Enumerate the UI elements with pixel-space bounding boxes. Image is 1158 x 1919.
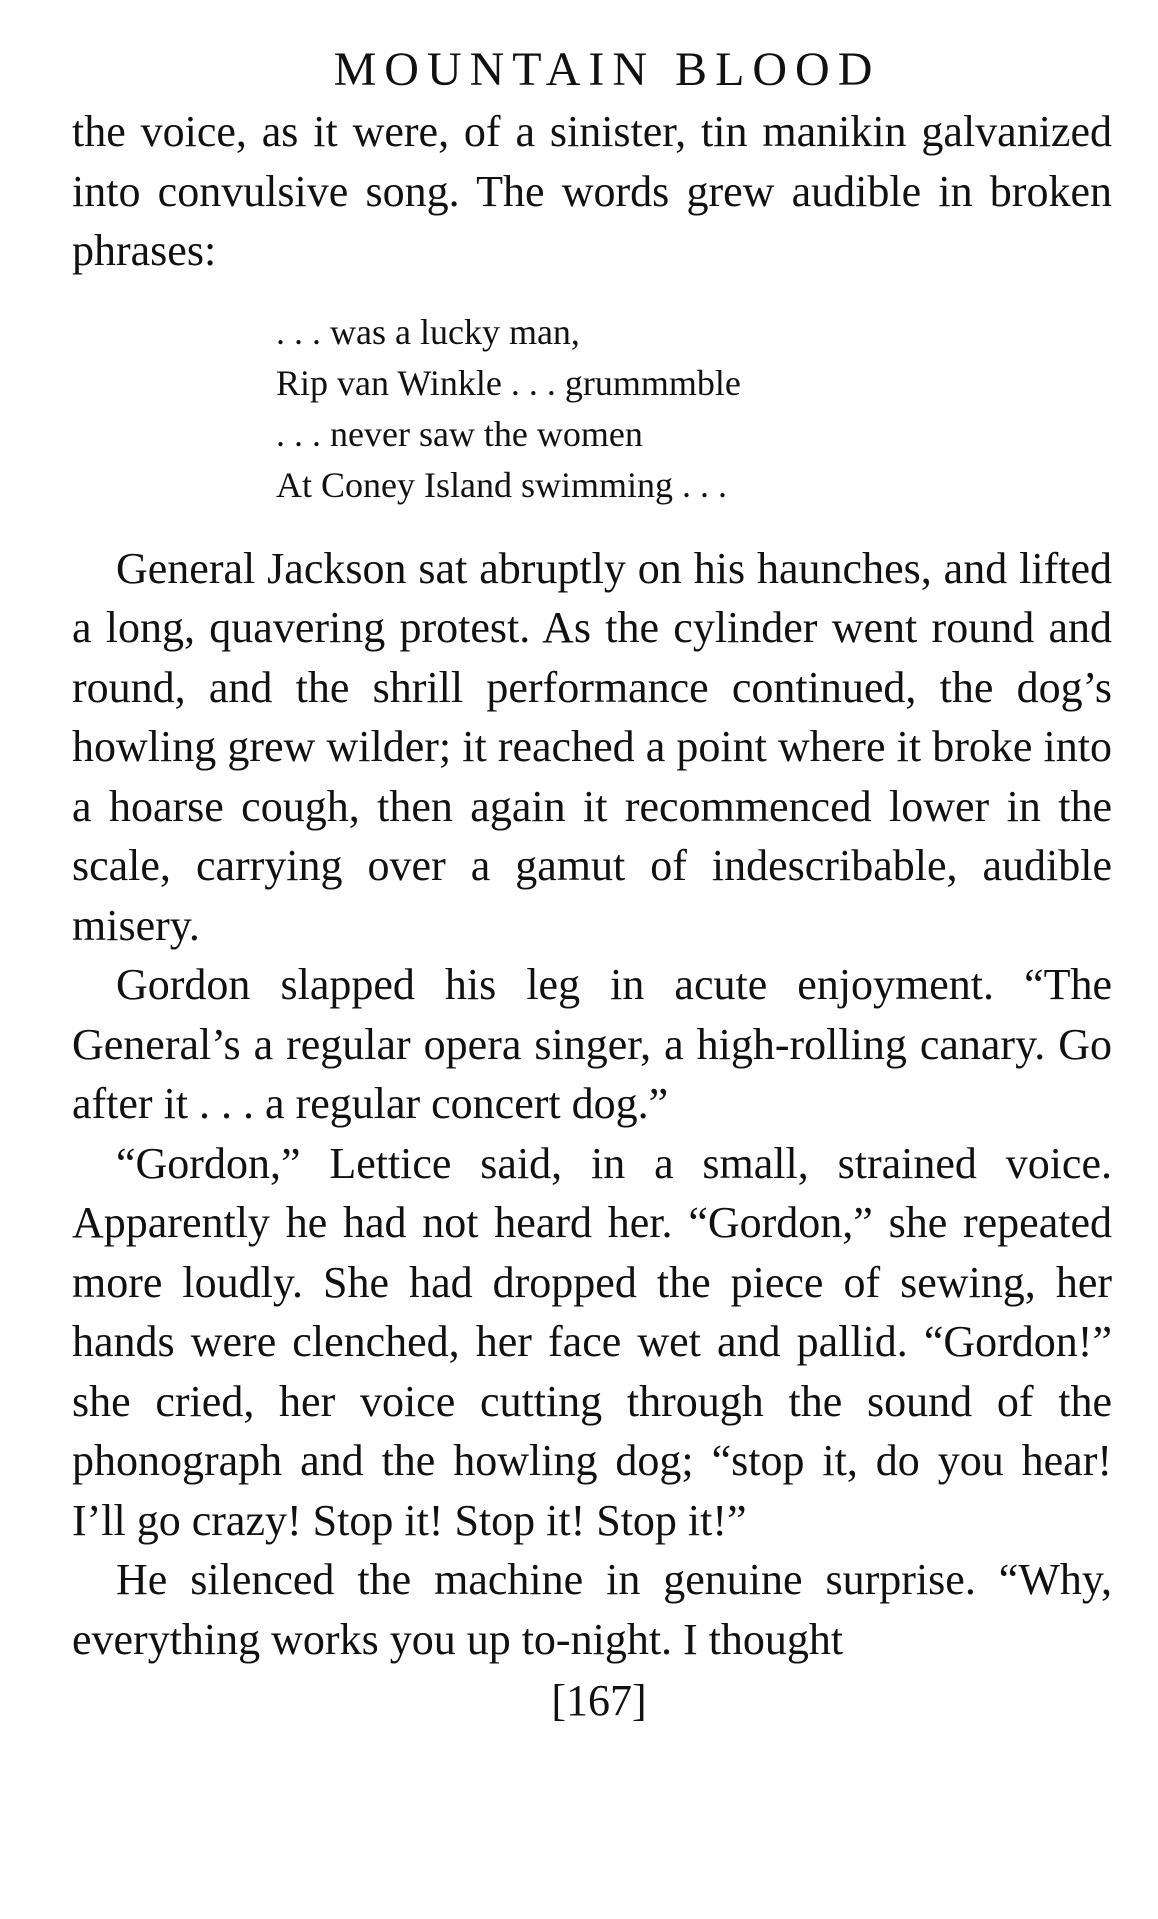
paragraph-3: Gordon slapped his leg in acute enjoyment. “The General’s a regular opera singer, a high-rolling canary. Go after it . . . a regular concert dog.” — [72, 960, 1112, 1128]
paragraph-2: General Jackson sat abruptly on his haunches, and lifted a long, quavering protest. As the cylinder went round and round, and the shrill performance continued, the dog’s howling grew wilder; it reached a point where it broke into a hoarse cough, then again it recommenced lower in the scale, carrying over a gamut of indescribable, audible misery. — [72, 543, 1112, 950]
verse-line: . . . never saw the women — [276, 413, 643, 454]
running-title: MOUNTAIN BLOOD — [333, 43, 881, 96]
book-page — [72, 40, 1112, 1731]
page-number: [167] — [551, 1676, 647, 1725]
paragraph-1: the voice, as it were, of a sinister, tin manikin galvanized into convulsive song. The words grew audible in broken phrases: — [72, 107, 1112, 275]
verse-line: . . . was a lucky man, — [276, 311, 580, 352]
paragraph-5: He silenced the machine in genuine surprise. “Why, everything works you up to-night. I thought — [72, 1555, 1112, 1664]
verse-line: At Coney Island swimming . . . — [276, 464, 727, 505]
paragraph-4: “Gordon,” Lettice said, in a small, strained voice. Apparently he had not heard her. “Gordon,” she repeated more loudly. She had dropped the piece of sewing, her hands were clenched, her face wet and pallid. “Gordon!” she cried, her voice cutting through the sound of the phonograph and the howling dog; “stop it, do you hear! I’ll go crazy! Stop it! Stop it! Stop it!” — [72, 1138, 1112, 1545]
verse-line: Rip van Winkle . . . grummmble — [276, 362, 741, 403]
verse-block — [276, 307, 1112, 511]
